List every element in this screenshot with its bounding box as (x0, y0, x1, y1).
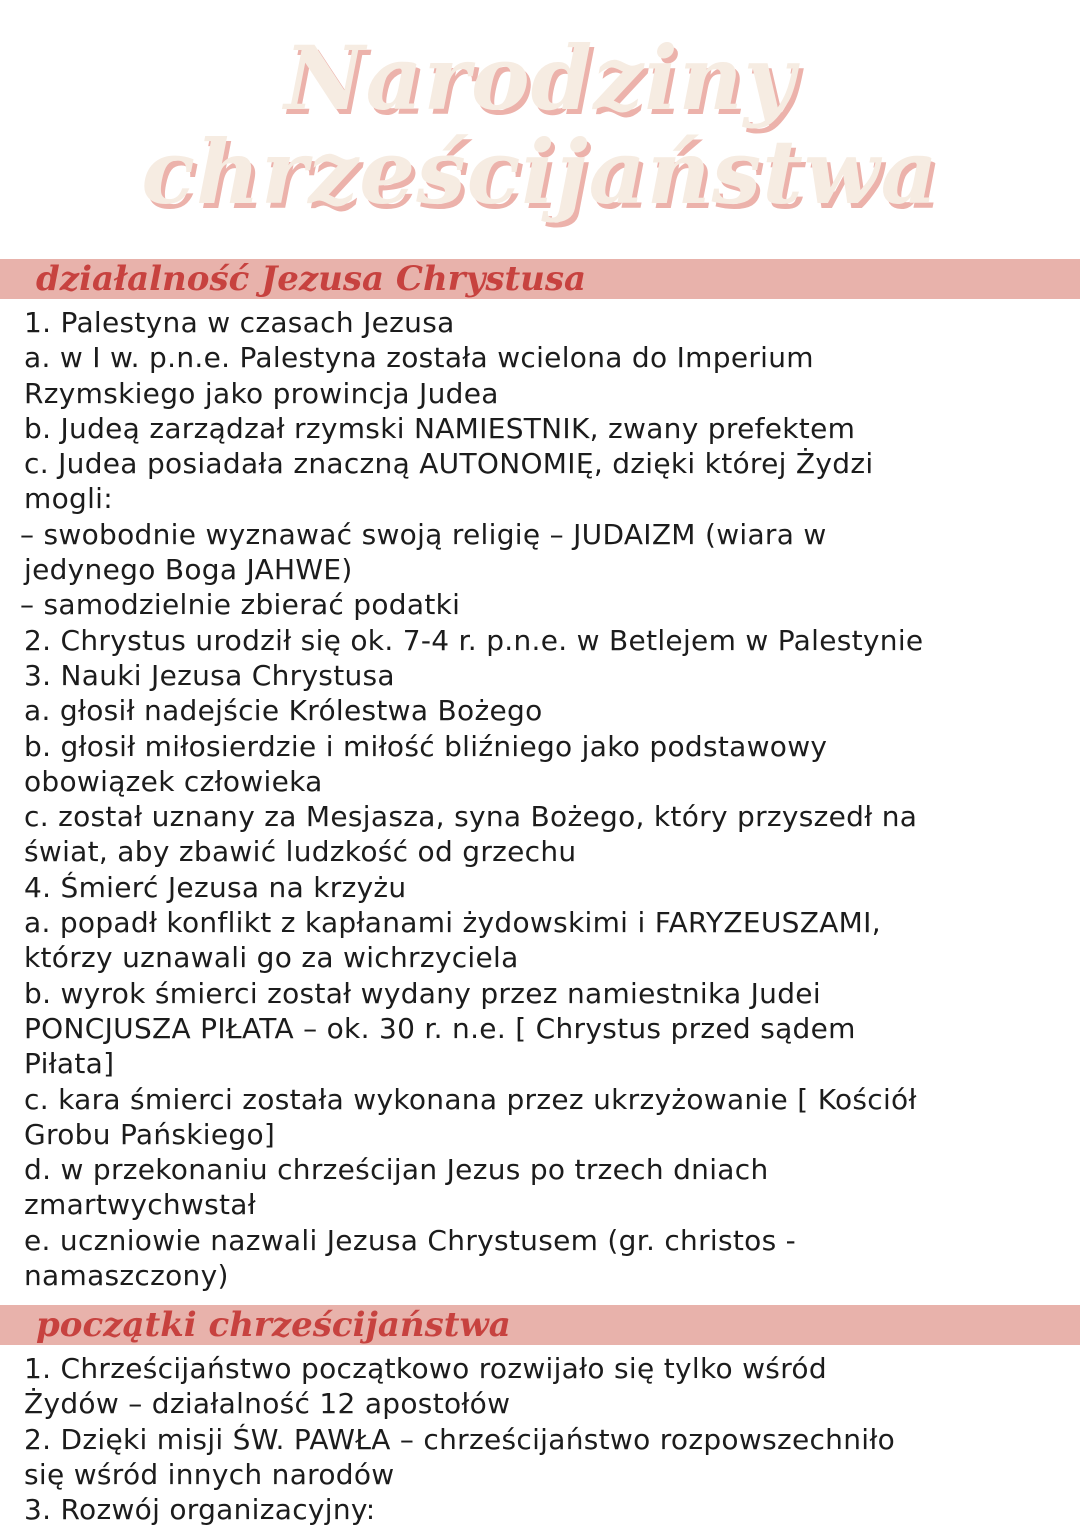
text-line: a. popadł konflikt z kapłanami żydowskimi i FARYZEUSZAMI, (24, 906, 881, 940)
text-line: jedynego Boga JAHWE) (24, 553, 353, 587)
text-line: mogli: (24, 482, 113, 516)
text-line: Grobu Pańskiego] (24, 1117, 276, 1151)
text-line: Żydów – działalność 12 apostołów (24, 1387, 511, 1421)
text-line: obowiązek człowieka (24, 764, 323, 798)
text-line: – swobodnie wyznawać swoją religię – JUDAIZM (wiara w (20, 517, 827, 551)
text-line: 1. Palestyna w czasach Jezusa (24, 306, 455, 339)
text-line: świat, aby zbawić ludzkość od grzechu (24, 835, 577, 869)
text-line: b. wyrok śmierci został wydany przez namiestnika Judei (24, 976, 821, 1010)
text-line: c. Judea posiadała znaczną AUTONOMIĘ, dzięki której Żydzi (24, 447, 874, 481)
text-line: PONCJUSZA PIŁATA – ok. 30 r. n.e. [ Chrystus przed sądem (24, 1011, 856, 1045)
section-1-heading: działalność Jezusa Chrystusa (36, 259, 587, 299)
page-title-line-1: Narodziny (284, 26, 796, 130)
text-line: 2. Dzięki misji ŚW. PAWŁA – chrześcijaństwo rozpowszechniło (24, 1422, 896, 1456)
text-line: c. kara śmierci została wykonana przez ukrzyżowanie [ Kościół (24, 1082, 917, 1116)
section-1-text (20, 305, 1064, 1293)
text-line: c. został uznany za Mesjasza, syna Bożego, który przyszedł na (24, 800, 918, 834)
text-line: – samodzielnie zbierać podatki (20, 588, 461, 622)
section-2-heading: początki chrześcijaństwa (36, 1305, 511, 1345)
section-2-text (24, 1351, 1064, 1527)
text-line: 1. Chrześcijaństwo początkowo rozwijało się tylko wśród (24, 1352, 827, 1385)
text-line: którzy uznawali go za wichrzyciela (24, 941, 519, 975)
text-line: a. głosił nadejście Królestwa Bożego (24, 694, 543, 728)
text-line: 2. Chrystus urodził się ok. 7-4 r. p.n.e. w Betlejem w Palestynie (24, 623, 924, 657)
text-line: 4. Śmierć Jezusa na krzyżu (24, 870, 407, 904)
text-line: a. w I w. p.n.e. Palestyna została wcielona do Imperium (24, 341, 814, 375)
text-line: b. głosił miłosierdzie i miłość bliźniego jako podstawowy (24, 729, 828, 763)
text-line: zmartwychwstał (24, 1188, 257, 1222)
text-line: 3. Rozwój organizacyjny: (24, 1493, 376, 1527)
text-line: Piłata] (24, 1047, 115, 1081)
page-title-line-2: chrześcijaństwa (141, 120, 939, 224)
text-line: e. uczniowie nazwali Jezusa Chrystusem (gr. christos - (24, 1223, 797, 1257)
text-line: b. Judeą zarządzał rzymski NAMIESTNIK, zwany prefektem (24, 411, 856, 445)
text-line: Rzymskiego jako prowincja Judea (24, 376, 499, 410)
text-line: d. w przekonaniu chrześcijan Jezus po trzech dniach (24, 1153, 769, 1187)
text-line: się wśród innych narodów (24, 1457, 395, 1491)
text-line: 3. Nauki Jezusa Chrystusa (24, 658, 395, 692)
text-line: namaszczony) (24, 1259, 229, 1293)
